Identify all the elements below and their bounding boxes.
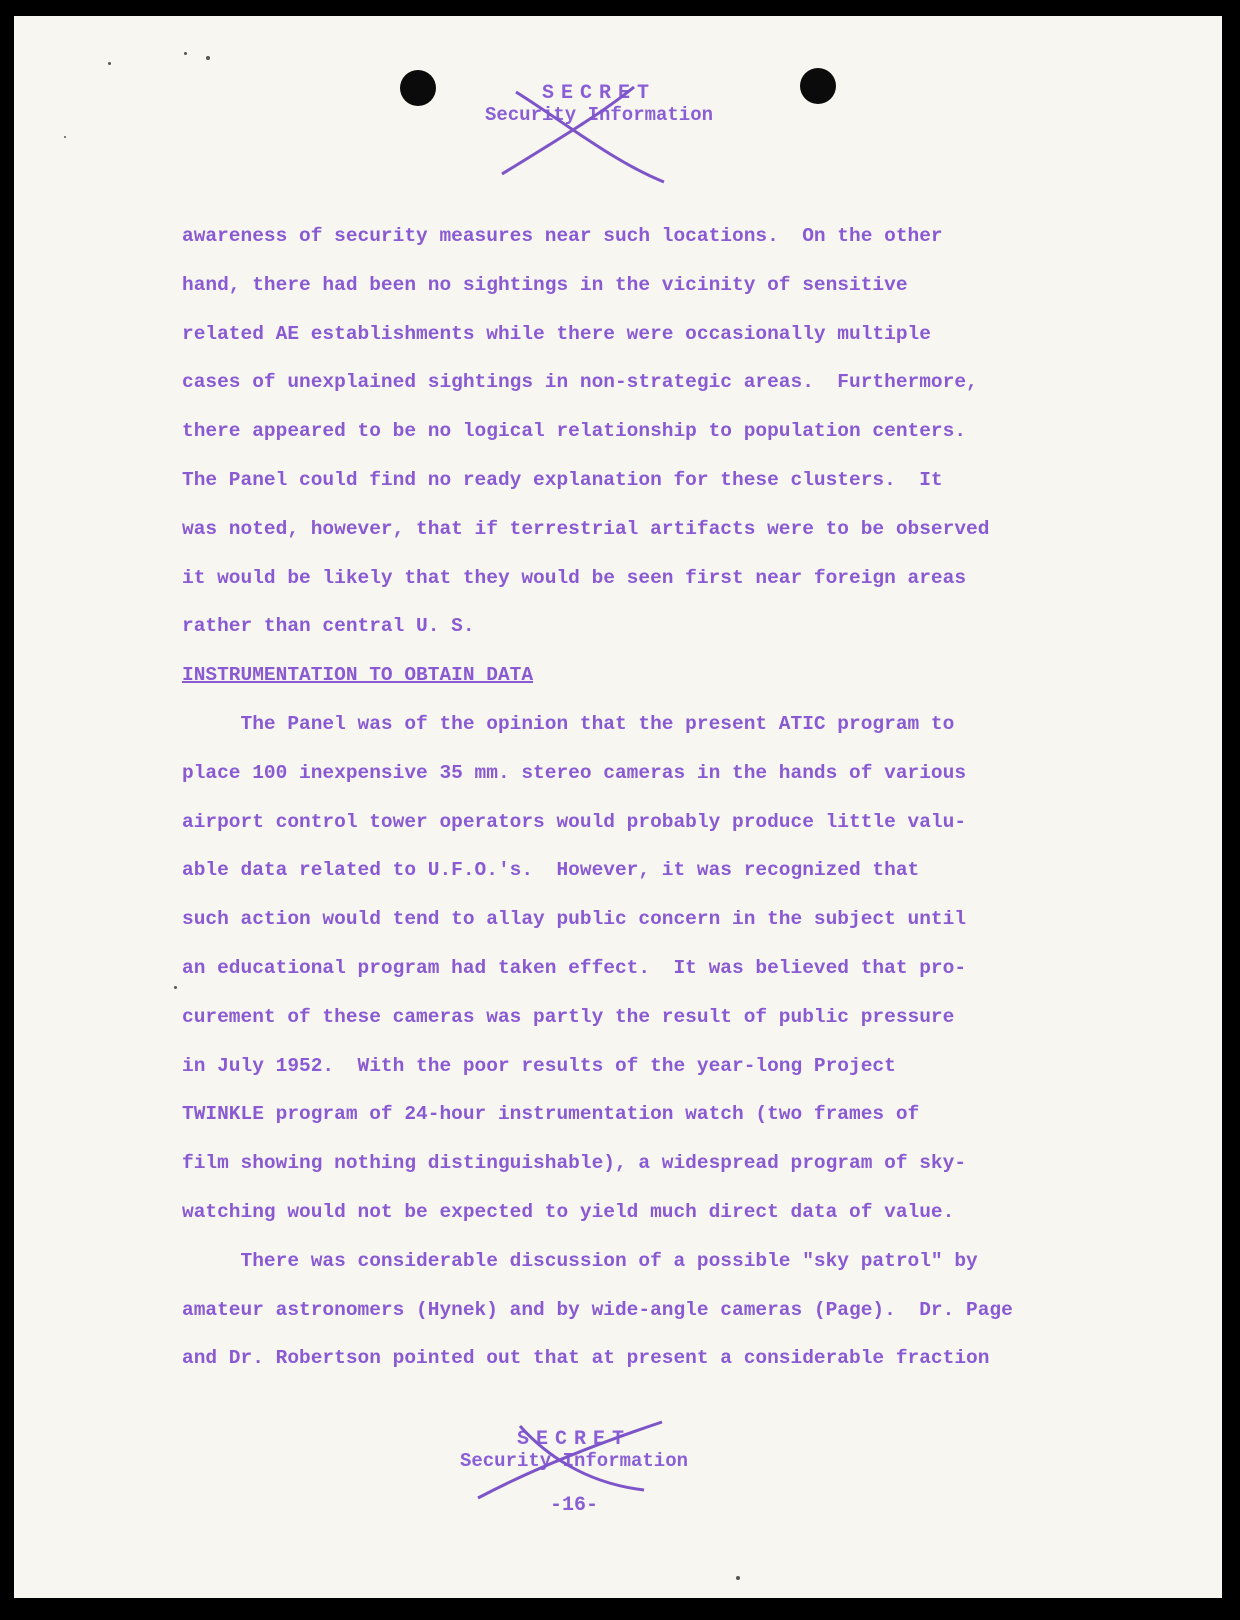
paper-speck [174,986,177,989]
paper-speck [64,136,66,138]
paper-speck [184,52,187,55]
paper-speck [108,62,111,65]
body-line: rather than central U. S. [182,615,475,638]
body-line: amateur astronomers (Hynek) and by wide-angle cameras (Page). Dr. Page [182,1298,1013,1321]
punch-hole-right [800,68,836,104]
body-line: The Panel was of the opinion that the present ATIC program to [182,712,955,735]
body-text [182,212,1082,1383]
section-heading: INSTRUMENTATION TO OBTAIN DATA [182,664,534,687]
body-line: able data related to U.F.O.'s. However, it was recognized that [182,859,920,882]
body-line: it would be likely that they would be seen first near foreign areas [182,566,967,589]
paper-speck [736,1576,740,1580]
body-line: curement of these cameras was partly the result of public pressure [182,1005,955,1028]
paper-speck [206,56,210,60]
header-cross-out-mark [454,82,744,182]
body-line: film showing nothing distinguishable), a widespread program of sky- [182,1152,967,1175]
body-line: there appeared to be no logical relationship to population centers. [182,420,967,443]
header-classification-stamp [454,82,744,127]
body-line: in July 1952. With the poor results of the year-long Project [182,1054,896,1077]
body-line: airport control tower operators would probably produce little valu- [182,810,967,833]
body-line: was noted, however, that if terrestrial artifacts were to be observed [182,517,990,540]
document-page [14,16,1222,1598]
body-line: There was considerable discussion of a possible "sky patrol" by [182,1249,978,1272]
footer-classification: SECRET [516,1428,631,1451]
body-line: place 100 inexpensive 35 mm. stereo cameras in the hands of various [182,761,967,784]
body-line: cases of unexplained sightings in non-strategic areas. Furthermore, [182,371,978,394]
header-classification-subtitle: Security Information [484,104,714,126]
body-line: The Panel could find no ready explanation for these clusters. It [182,468,943,491]
body-line: an educational program had taken effect. It was believed that pro- [182,956,967,979]
body-line: TWINKLE program of 24-hour instrumentation watch (two frames of [182,1103,920,1126]
page-number: -16- [549,1494,598,1517]
footer-classification-stamp [434,1428,714,1473]
body-line: and Dr. Robertson pointed out that at present a considerable fraction [182,1347,990,1370]
body-line: related AE establishments while there were occasionally multiple [182,322,931,345]
body-line: awareness of security measures near such locations. On the other [182,225,943,247]
header-classification: SECRET [541,82,656,105]
punch-hole-left [400,70,436,106]
body-line: hand, there had been no sightings in the vicinity of sensitive [182,273,908,296]
footer-classification-subtitle: Security Information [459,1450,689,1472]
body-line: watching would not be expected to yield much direct data of value. [182,1200,955,1223]
body-line: such action would tend to allay public concern in the subject until [182,908,967,931]
